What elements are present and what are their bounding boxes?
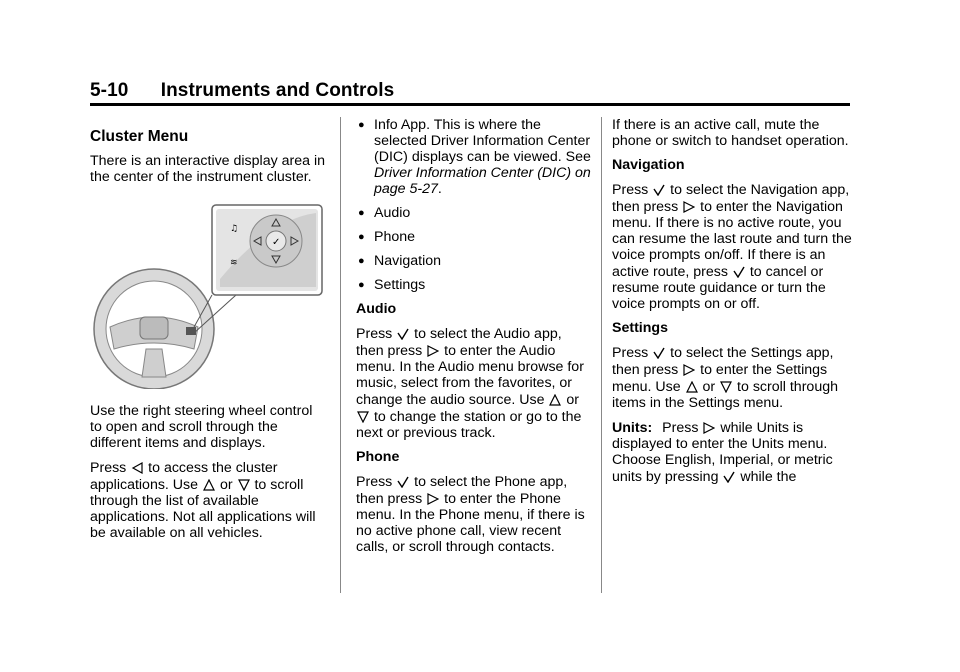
subheading: Settings [612,320,668,336]
column-2 [356,117,592,563]
steering-wheel-illustration [90,199,326,389]
triangle-right-icon [682,361,696,377]
paragraph: Press to select the Phone app, then press to enter the Phone menu. In the Phone menu, if there is no active phone call, view recent calls, or scroll through contacts. [356,474,585,555]
triangle-up-icon [202,476,216,492]
bullet-icon: ● [358,207,365,219]
paragraph: There is an interactive display area in the center of the instrument cluster. [90,153,326,185]
triangle-right-icon [426,490,440,506]
triangle-up-icon [548,391,562,407]
header-rule [90,103,850,106]
steering-wheel-image [90,199,326,389]
subheading: Navigation [612,157,685,173]
bullet-icon: ● [358,231,365,243]
column-3 [612,117,852,493]
checkmark-icon [396,325,410,341]
triangle-up-icon [685,378,699,394]
page-header [90,80,394,102]
section-heading: Cluster Menu [90,128,189,145]
paragraph: Press to select the Audio app, then press to enter the Audio menu. In the Audio menu browse for music, select from the favorites, or change the audio source. Use or to change the station or go to the next or previous track. [356,326,584,441]
triangle-right-icon [682,198,696,214]
triangle-right-icon [426,342,440,358]
subheading: Audio [356,301,397,317]
checkmark-icon [652,181,666,197]
checkmark-icon [652,344,666,360]
paragraph: Press to access the cluster applications. Use or to scroll through the list of available applications. Not all applications will be available on all vehicles. [90,460,316,541]
triangle-down-icon [237,476,251,492]
list-item: ● Phone [358,229,416,245]
bullet-icon: ● [358,279,365,291]
paragraph: Use the right steering wheel control to open and scroll through the different items and displays. [90,403,313,451]
bullet-icon: ● [358,255,365,267]
paragraph: Press to select the Navigation app, then press to enter the Navigation menu. If there is no active route, you can resume the last route and turn the voice prompts on/off. If there is an active route, press to cancel or resume route guidance or turn the voice prompts on or off. [612,182,852,312]
list-item: ● Audio [358,205,411,221]
checkmark-icon [732,263,746,279]
svg-text:✓: ✓ [272,237,281,248]
triangle-left-icon [130,459,144,475]
svg-text:≋: ≋ [230,258,238,268]
paragraph: Press to select the Settings app, then press to enter the Settings menu. Use or to scroll through items in the Settings menu. [612,345,838,411]
triangle-down-icon [356,408,370,424]
bullet-icon: ● [358,119,365,131]
column-divider [601,117,602,593]
paragraph: If there is an active call, mute the phone or switch to handset operation. [612,117,849,149]
column-1 [90,117,326,549]
units-label: Units: [612,420,653,436]
cross-reference: Driver Information Center (DIC) on page 5-27 [374,165,591,197]
list-item: ● Settings [358,277,426,293]
triangle-right-icon [702,419,716,435]
svg-text:♫: ♫ [230,224,239,234]
list-item: ● Info App. This is where the selected Driver Information Center (DIC) displays can be viewed. See Driver Information Center (DIC) on page 5-27. [358,117,591,197]
list-item: ● Navigation [358,253,442,269]
subheading: Phone [356,449,400,465]
triangle-down-icon [719,378,733,394]
column-divider [340,117,341,593]
checkmark-icon [722,468,736,484]
checkmark-icon [396,473,410,489]
paragraph: Units: Press while Units is displayed to enter the Units menu. Choose English, Imperial, or metric units by pressing while the [612,420,833,485]
page-title: 5-10 Instruments and Controls [90,80,395,101]
